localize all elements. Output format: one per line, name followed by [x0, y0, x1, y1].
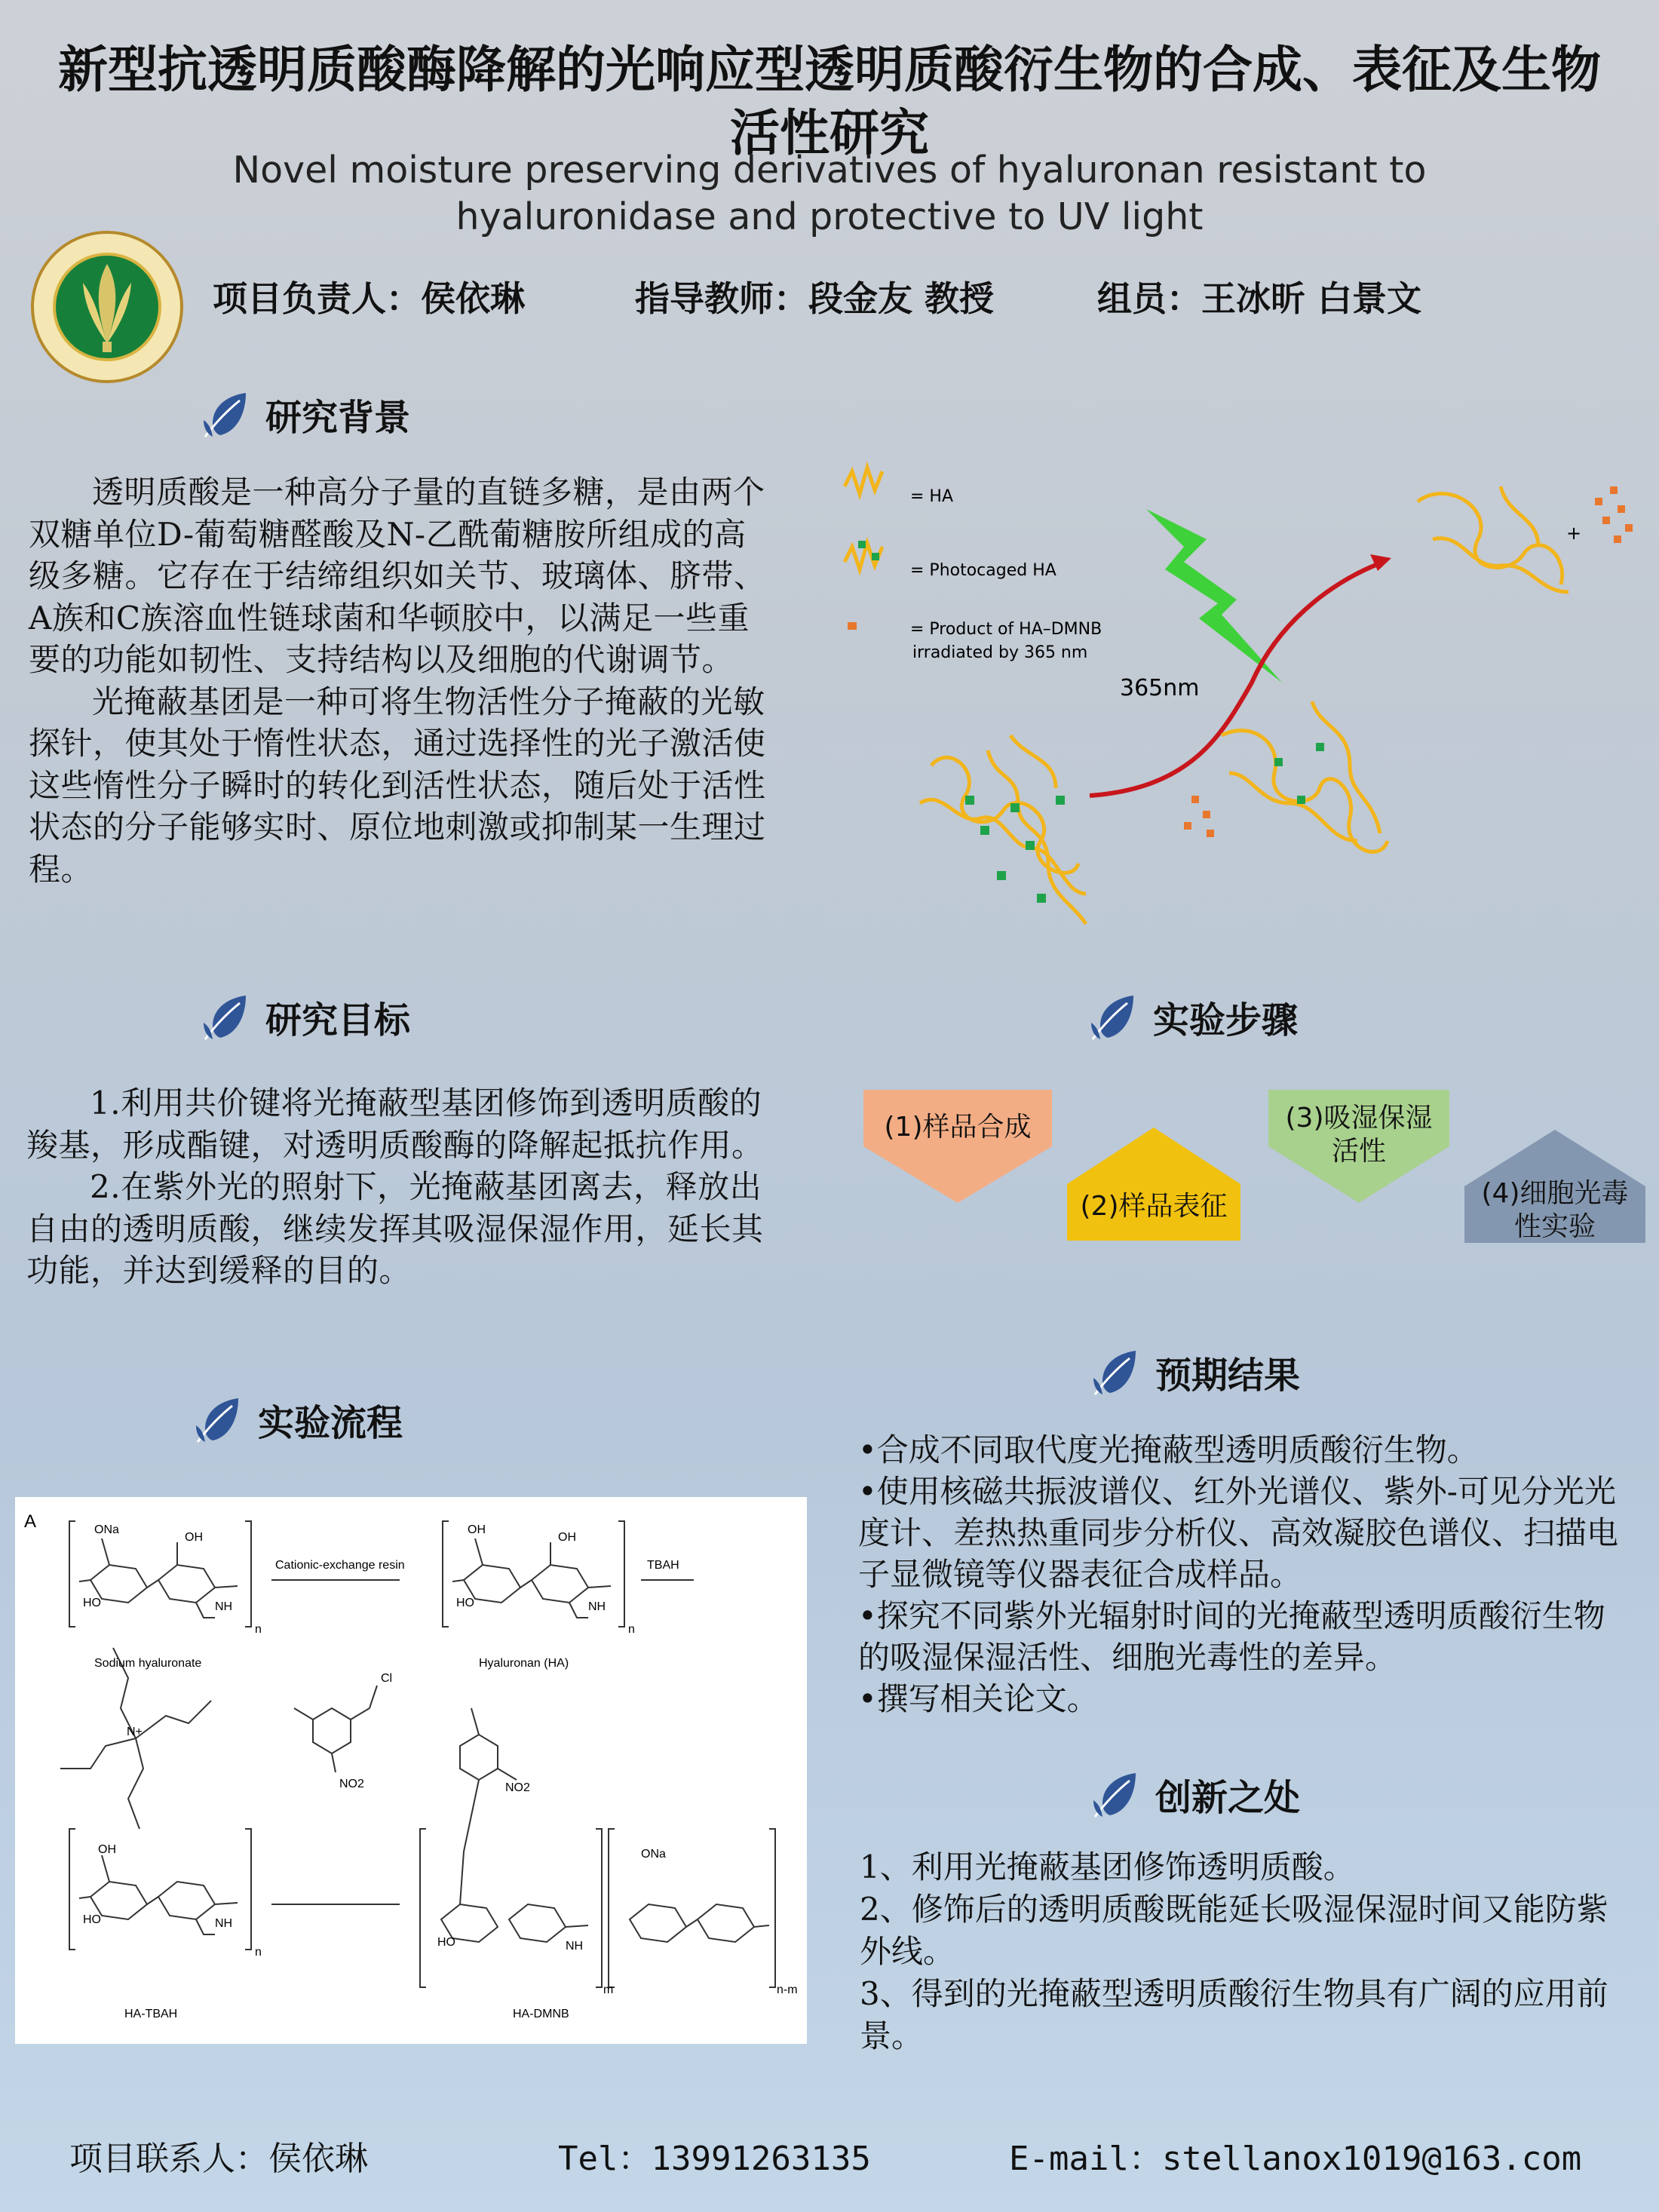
section-innovation-heading	[1092, 1769, 1300, 1821]
ho-label-1: HO	[83, 1597, 101, 1609]
leaf-icon	[202, 390, 252, 440]
oh-label-2: OH	[468, 1523, 486, 1536]
nh-label-4: NH	[566, 1940, 584, 1953]
step-4-line-2: 性实验	[1513, 1211, 1596, 1242]
innovation-list	[860, 1846, 1636, 2057]
photocaged-ha-coil	[920, 735, 1086, 924]
ho-label-3: HO	[83, 1913, 101, 1926]
section-background-title: 研究背景	[265, 397, 411, 439]
free-ha-coil	[1418, 486, 1569, 592]
cl-label: Cl	[381, 1672, 393, 1685]
objective-item-2: 2.在紫外光的照射下，光掩蔽基团离去，释放出自由的透明质酸，继续发挥其吸湿保湿作用，延长其功能，并达到缓释的目的。	[26, 1168, 764, 1289]
project-leader: 项目负责人：侯依琳	[213, 278, 525, 319]
n-plus-label: N+	[127, 1726, 143, 1738]
leaf-icon	[1090, 992, 1139, 1042]
n-label-1: n	[255, 1623, 262, 1636]
photocaged-ha-diagram	[830, 441, 1651, 962]
light-bolt-icon	[1146, 509, 1282, 683]
no2-label-2: NO2	[505, 1781, 530, 1794]
result-item-2: •使用核磁共振波谱仪、红外光谱仪、紫外-可见分光光度计、差热热重同步分析仪、高效凝胶色谱仪、扫描电子显微镜等仪器表征合成样品。	[858, 1473, 1619, 1593]
ona-label-2: ONa	[641, 1848, 666, 1861]
product-legend-icon	[848, 622, 857, 630]
resin-label: Cationic-exchange resin	[275, 1559, 405, 1572]
university-logo	[30, 230, 185, 385]
legend-photocaged-label: = Photocaged HA	[910, 561, 1056, 580]
oh-label-4: OH	[98, 1843, 116, 1856]
title-english: Novel moisture preserving derivatives of hyaluronan resistant to hyaluronidase and protective to UV light	[232, 149, 1427, 238]
step-4-line-1: (4)细胞光毒	[1481, 1178, 1629, 1209]
step-2-label: (2)样品表征	[1080, 1191, 1228, 1222]
n-label-3: n	[255, 1946, 262, 1959]
section-steps-heading	[1090, 991, 1298, 1043]
n-label-2: n	[628, 1623, 635, 1636]
team-members: 组员：王冰昕 白景文	[1097, 278, 1422, 319]
step-4-label	[1464, 1177, 1645, 1244]
background-text	[29, 471, 775, 890]
result-item-4: •撰写相关论文。	[858, 1680, 1099, 1717]
step-3-line-1: (3)吸湿保湿	[1285, 1103, 1433, 1134]
wavelength-label: 365nm	[1120, 675, 1200, 701]
ha-label: Hyaluronan (HA)	[479, 1657, 569, 1670]
released-ha-coil	[1222, 701, 1388, 851]
innovation-item-2: 2、修饰后的透明质酸既能延长吸湿保湿时间又能防紫外线。	[860, 1891, 1608, 1970]
results-list	[858, 1429, 1635, 1720]
step-3-label	[1268, 1101, 1449, 1169]
legend-ha-label: = HA	[910, 487, 954, 506]
background-paragraph-2: 光掩蔽基团是一种可将生物活性分子掩蔽的光敏探针，使其处于惰性状态，通过选择性的光子激活使这些惰性分子瞬时的转化到活性状态，随后处于活性状态的分子能够实时、原位地刺激或抑制某一生理过程。	[29, 683, 766, 888]
innovation-item-1: 1、利用光掩蔽基团修饰透明质酸。	[860, 1848, 1355, 1885]
ona-label-1: ONa	[94, 1523, 119, 1536]
section-steps-title: 实验步骤	[1153, 999, 1299, 1042]
leaf-icon	[195, 1395, 244, 1445]
section-results-heading	[1092, 1346, 1300, 1398]
section-results-title: 预期结果	[1155, 1355, 1301, 1397]
synthesis-scheme	[15, 1497, 807, 2044]
background-paragraph-1: 透明质酸是一种高分子量的直链多糖，是由两个双糖单位D-葡萄糖醛酸及N-乙酰葡糖胺所组成的高级多糖。它存在于结缔组织如关节、玻璃体、脐带、A族和C族溶血性链球菌和华顿胶中，以满足一些重要的功能如韧性、支持结构以及细胞的代谢调节。	[29, 474, 766, 678]
nh-label-3: NH	[215, 1917, 233, 1930]
leaf-icon	[1092, 1770, 1142, 1820]
section-objectives-heading	[202, 991, 410, 1043]
advisor: 指导教师：段金友 教授	[635, 278, 995, 319]
leaf-icon	[202, 992, 252, 1042]
section-background-heading	[202, 388, 410, 440]
innovation-item-3: 3、得到的光掩蔽型透明质酸衍生物具有广阔的应用前景。	[860, 1975, 1608, 2054]
legend-product-label-2: irradiated by 365 nm	[912, 643, 1088, 662]
ha-dmnb-label: HA-DMNB	[513, 2008, 569, 2020]
result-item-1: •合成不同取代度光掩蔽型透明质酸衍生物。	[858, 1431, 1479, 1468]
step-1-label: (1)样品合成	[884, 1112, 1032, 1143]
result-item-3: •探究不同紫外光辐射时间的光掩蔽型透明质酸衍生物的吸湿保湿活性、细胞光毒性的差异。	[858, 1597, 1605, 1676]
ho-label-2: HO	[456, 1597, 474, 1609]
panel-label: A	[24, 1511, 37, 1532]
objectives-text	[26, 1082, 788, 1292]
oh-label-1: OH	[185, 1531, 203, 1544]
footer-email[interactable]: E-mail：stellanox1019@163.com	[1009, 2140, 1582, 2178]
n-m-label: n-m	[777, 1983, 798, 1996]
nh-label-1: NH	[215, 1600, 233, 1613]
ha-legend-icon	[845, 468, 882, 494]
section-flow-heading	[195, 1394, 403, 1446]
tbah-label: TBAH	[647, 1559, 679, 1572]
footer-contact: 项目联系人：侯依琳	[69, 2140, 368, 2178]
oh-label-3: OH	[558, 1531, 576, 1544]
nh-label-2: NH	[588, 1600, 606, 1613]
section-objectives-title: 研究目标	[265, 999, 411, 1042]
footer-tel: Tel：13991263135	[558, 2140, 871, 2178]
leaf-icon	[1092, 1348, 1142, 1397]
m-label: m	[603, 1983, 614, 1996]
no2-label-1: NO2	[339, 1778, 364, 1790]
section-flow-title: 实验流程	[258, 1402, 403, 1444]
section-innovation-title: 创新之处	[1155, 1777, 1301, 1819]
ho-label-4: HO	[437, 1936, 455, 1949]
objective-item-1: 1.利用共价键将光掩蔽型基团修饰到透明质酸的羧基，形成酯键，对透明质酸酶的降解起抵抗作用。	[26, 1085, 764, 1164]
title-chinese: 新型抗透明质酸酶降解的光响应型透明质酸衍生物的合成、表征及生物活性研究	[58, 40, 1601, 162]
ha-tbah-label: HA-TBAH	[124, 2008, 178, 2020]
sodium-ha-label: Sodium hyaluronate	[94, 1657, 202, 1670]
step-3-line-2: 活性	[1331, 1136, 1386, 1167]
plus-sign: +	[1566, 523, 1582, 544]
legend-product-label-1: = Product of HA–DMNB	[910, 620, 1102, 639]
